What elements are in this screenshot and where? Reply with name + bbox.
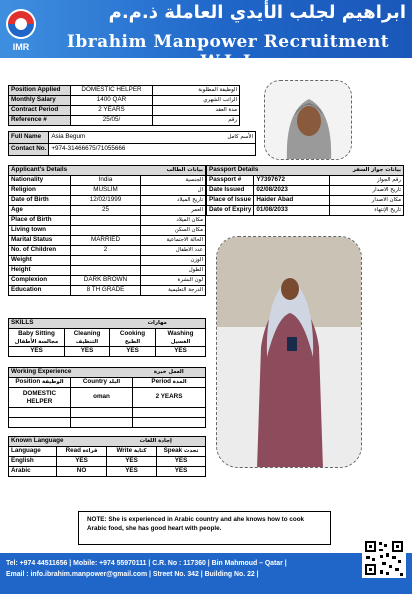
skill-header [9, 329, 65, 347]
table-row [9, 368, 206, 378]
table-cell [71, 216, 141, 226]
table-row [9, 347, 206, 357]
company-name-english: Ibrahim Manpower Recruitment W.L.L [66, 32, 390, 72]
salary-row [9, 96, 240, 106]
table-cell: رقم الجواز [330, 176, 404, 186]
position-label: Position Applied [9, 86, 71, 96]
table-cell: لون البشرة [141, 276, 206, 286]
table-cell: MARRIED [71, 236, 141, 246]
note-box: NOTE: She is experienced in Arabic country and ahe knows how to cook Arabic food, she has good heart with people. [78, 511, 331, 545]
table-cell: مكان السكن [141, 226, 206, 236]
salary-value: 1400 QAR [71, 96, 153, 106]
reference-label: Reference # [9, 116, 71, 126]
applicant-row [9, 226, 206, 236]
skills-title: SKILLS [9, 319, 110, 329]
table-cell: Education [9, 286, 71, 296]
table-cell: الحالة الاجتماعية [141, 236, 206, 246]
applicant-row [9, 206, 206, 216]
text: المدة [172, 379, 187, 386]
table-cell: 25 [71, 206, 141, 216]
table-cell: عدد الاطفال [141, 246, 206, 256]
applicant-full-photo [216, 236, 362, 468]
language-table [8, 436, 206, 477]
text: Period [151, 378, 172, 386]
full-name-label: Full Name [9, 132, 49, 144]
footer-contact-line: Tel: +974 44511656 | Mobile: +974 55970111 | C.R. No : 117360 | Bin Mahmoud – Qatar | [6, 560, 287, 567]
passport-row [207, 206, 404, 216]
table-cell: Place of Issue [207, 196, 254, 206]
col-read [57, 447, 107, 457]
table-cell: No. of Children [9, 246, 71, 256]
table-row [9, 132, 256, 144]
table-cell: Passport # [207, 176, 254, 186]
applicant-details-title-ar: بيانات الطالب [141, 166, 206, 176]
position-row [9, 86, 240, 96]
table-cell: الدرجة التعليمية [141, 286, 206, 296]
experience-table [8, 367, 206, 428]
table-cell: Date of Expiry [207, 206, 254, 216]
table-row [9, 418, 206, 428]
full-name-label-ar: الأسم كامل [165, 132, 256, 144]
table-row [9, 329, 206, 347]
table-cell: 2 [71, 246, 141, 256]
contract-label: Contract Period [9, 106, 71, 116]
table-cell: YES [157, 467, 206, 477]
table-cell: Arabic [9, 467, 57, 477]
table-cell: YES [107, 467, 157, 477]
table-cell: YES [57, 457, 107, 467]
applicant-row [9, 186, 206, 196]
table-cell [71, 256, 141, 266]
reference-label-ar: رقم [153, 116, 240, 126]
skill-value: YES [65, 347, 110, 357]
table-cell: تاريخ الاصدار [330, 186, 404, 196]
text: Baby Sitting [18, 329, 55, 337]
experience-title-ar: العمل خبرة [133, 368, 206, 378]
logo-text: IMR [12, 42, 30, 52]
skill-value: YES [110, 347, 156, 357]
table-cell: Place of Birth [9, 216, 71, 226]
text: تحدث [183, 448, 199, 455]
applicant-details-title: Applicant's Details [9, 166, 141, 176]
table-cell: Height [9, 266, 71, 276]
skill-header [156, 329, 206, 347]
table-row [9, 447, 206, 457]
passport-details-title-ar: بيانات جواز السفر [330, 166, 404, 176]
table-cell: oman [71, 388, 133, 408]
skills-table [8, 318, 206, 357]
applicant-details-table [8, 165, 206, 296]
table-row [207, 166, 404, 176]
skill-value: YES [9, 347, 65, 357]
experience-row [9, 388, 206, 408]
table-cell [71, 408, 133, 418]
text: مجالسة الأطفال [14, 338, 59, 345]
table-cell: DARK BROWN [71, 276, 141, 286]
contract-row [9, 106, 240, 116]
table-cell: 8 TH GRADE [71, 286, 141, 296]
text: التنظيف [75, 338, 99, 345]
applicant-row [9, 256, 206, 266]
applicant-row [9, 286, 206, 296]
table-cell: English [9, 457, 57, 467]
table-cell: MUSLIM [71, 186, 141, 196]
table-cell: Date of Birth [9, 196, 71, 206]
text: Position [15, 378, 41, 386]
table-cell: YES [157, 457, 206, 467]
position-value: DOMESTIC HELPER [71, 86, 153, 96]
col-language: Language [9, 447, 57, 457]
applicant-row [9, 236, 206, 246]
text: البلد [108, 379, 121, 386]
table-cell: India [71, 176, 141, 186]
text: الغسيل [170, 338, 191, 345]
table-cell: Age [9, 206, 71, 216]
reference-row [9, 116, 240, 126]
passport-row [207, 186, 404, 196]
table-cell [71, 266, 141, 276]
table-cell: Haider Abad [254, 196, 330, 206]
col-period [133, 378, 206, 388]
table-cell: Y7397672 [254, 176, 330, 186]
applicant-row [9, 176, 206, 186]
col-speak [157, 447, 206, 457]
col-country [71, 378, 133, 388]
text: الوظيفة [41, 379, 64, 386]
passport-details-title: Passport Details [207, 166, 330, 176]
text: Read [65, 447, 81, 455]
contact-label: Contact No. [9, 144, 49, 156]
table-cell [133, 418, 206, 428]
skill-value: YES [156, 347, 206, 357]
table-cell: 2 YEARS [133, 388, 206, 408]
passport-row [207, 196, 404, 206]
language-title: Known Language [9, 437, 107, 447]
applicant-row [9, 276, 206, 286]
table-cell: الطول [141, 266, 206, 276]
text: الطبخ [124, 338, 141, 345]
text: Speak [163, 447, 183, 455]
table-cell: 01/08/2033 [254, 206, 330, 216]
table-cell: Religion [9, 186, 71, 196]
table-row [9, 319, 206, 329]
applicant-row [9, 246, 206, 256]
contract-value: 2 YEARS [71, 106, 153, 116]
text: قراءة [82, 448, 98, 455]
table-cell: NO [57, 467, 107, 477]
table-row [9, 378, 206, 388]
table-cell: العمر [141, 206, 206, 216]
contact-table [8, 131, 256, 156]
table-cell: Complexion [9, 276, 71, 286]
table-cell [71, 226, 141, 236]
passport-row [207, 176, 404, 186]
table-cell: DOMESTIC HELPER [9, 388, 71, 408]
text: Write [116, 447, 133, 455]
passport-details-table [206, 165, 404, 216]
salary-label-ar: الراتب الشهري [153, 96, 240, 106]
language-title-ar: إجادة اللغات [107, 437, 206, 447]
skills-title-ar: مهارات [110, 319, 206, 329]
experience-title: Working Experience [9, 368, 133, 378]
table-cell [71, 418, 133, 428]
table-cell [9, 408, 71, 418]
applicant-row [9, 196, 206, 206]
applicant-row [9, 266, 206, 276]
table-cell: 02/08/2023 [254, 186, 330, 196]
table-cell: تاريخ الميلاد [141, 196, 206, 206]
table-cell: مكان الميلاد [141, 216, 206, 226]
table-row [9, 166, 206, 176]
contact-value: +974-31466675/71055666 [49, 144, 256, 156]
text: Washing [167, 329, 194, 337]
table-row [9, 408, 206, 418]
table-cell: Weight [9, 256, 71, 266]
contract-label-ar: مدة العقد [153, 106, 240, 116]
company-name-arabic: ابراهيم لجلب الأيدي العاملة ذ.م.م [108, 2, 406, 23]
full-name-value: Asia Begum [49, 132, 165, 144]
table-cell [133, 408, 206, 418]
table-cell: مكان الاصدار [330, 196, 404, 206]
text: Cooking [119, 329, 146, 337]
col-position [9, 378, 71, 388]
footer-address-line: Email : info.ibrahim.manpower@gmail.com | Street No. 342 | Building No. 22 | [6, 571, 259, 578]
table-row [9, 144, 256, 156]
table-cell [9, 418, 71, 428]
table-cell: الجنسية [141, 176, 206, 186]
skill-header [110, 329, 156, 347]
text: كتابة [133, 448, 147, 455]
table-cell: Living town [9, 226, 71, 236]
table-cell: Nationality [9, 176, 71, 186]
table-cell: تاريخ الإنتهاء [330, 206, 404, 216]
salary-label: Monthly Salary [9, 96, 71, 106]
applicant-headshot [264, 80, 352, 160]
table-cell: Marital Status [9, 236, 71, 246]
language-row [9, 467, 206, 477]
table-cell: ال [141, 186, 206, 196]
text: Cleaning [73, 329, 101, 337]
company-logo [4, 4, 38, 54]
table-cell: YES [107, 457, 157, 467]
table-row [9, 437, 206, 447]
text: Country [82, 378, 107, 386]
table-cell: 12/02/1999 [71, 196, 141, 206]
table-cell: الوزن [141, 256, 206, 266]
table-cell: Date Issued [207, 186, 254, 196]
position-label-ar: الوظيفة المطلوبة [153, 86, 240, 96]
skill-header [65, 329, 110, 347]
applicant-row [9, 216, 206, 226]
language-row [9, 457, 206, 467]
col-write [107, 447, 157, 457]
position-table [8, 85, 240, 126]
reference-value: 25/05/ [71, 116, 153, 126]
